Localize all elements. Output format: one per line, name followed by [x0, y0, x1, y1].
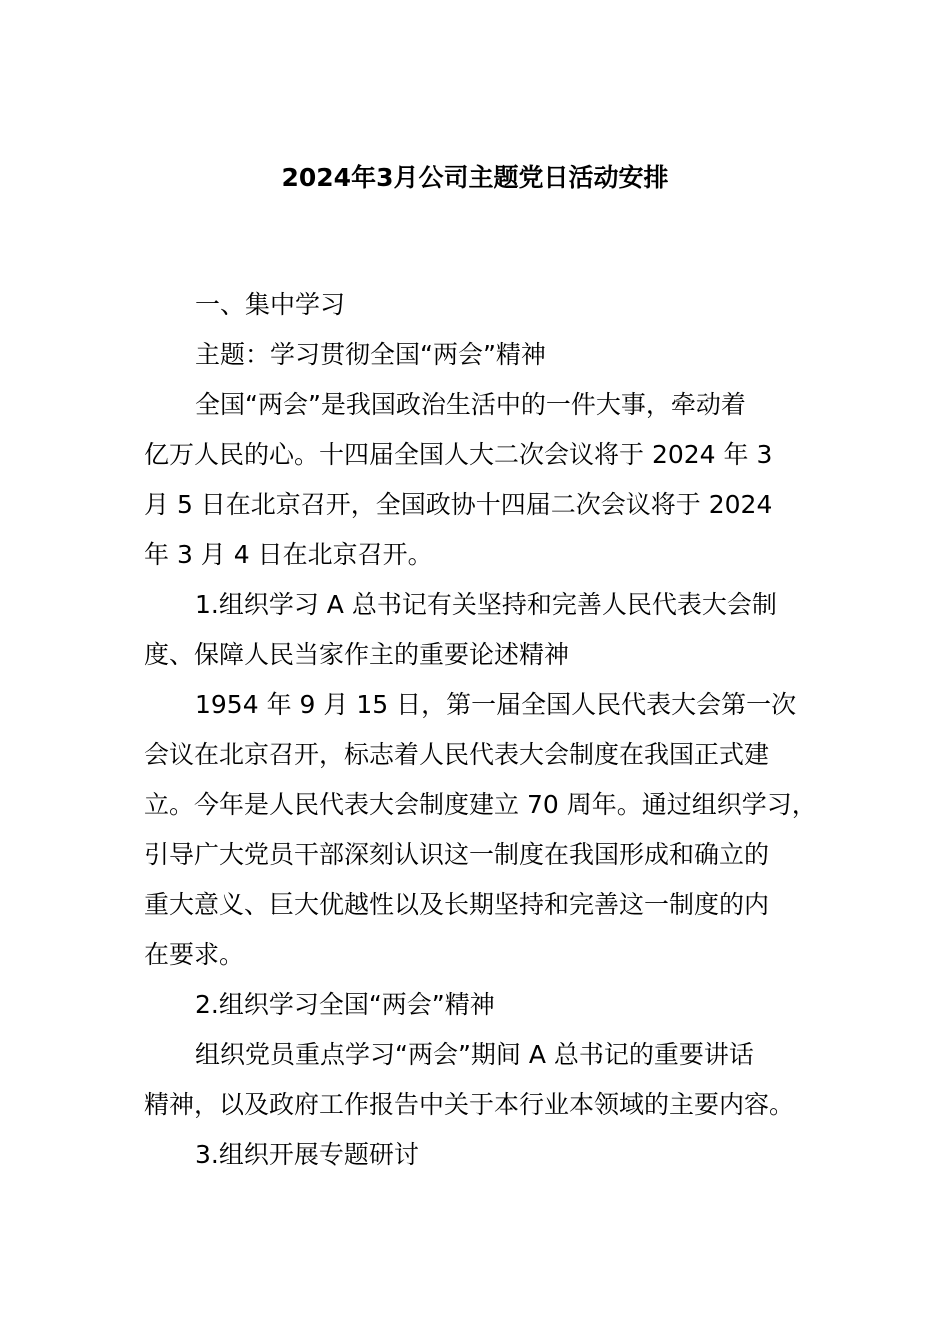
paragraph-line: 全国“两会”是我国政治生活中的一件大事，牵动着 — [195, 390, 746, 419]
document-title: 2024年3月公司主题党日活动安排 — [281, 163, 669, 192]
paragraph-line: 精神，以及政府工作报告中关于本行业本领域的主要内容。 — [144, 1090, 795, 1119]
paragraph-line: 1954 年 9 月 15 日，第一届全国人民代表大会第一次 — [195, 690, 797, 719]
paragraph-line: 在要求。 — [144, 940, 245, 969]
paragraph-line: 重大意义、巨大优越性以及长期坚持和完善这一制度的内 — [144, 890, 770, 919]
subsection-heading-continued: 度、保障人民当家作主的重要论述精神 — [144, 640, 570, 669]
paragraph-line: 组织党员重点学习“两会”期间 A 总书记的重要讲话 — [195, 1040, 754, 1069]
paragraph-line: 年 3 月 4 日在北京召开。 — [144, 540, 433, 569]
paragraph-line: 月 5 日在北京召开，全国政协十四届二次会议将于 2024 — [144, 490, 773, 519]
paragraph-line: 会议在北京召开，标志着人民代表大会制度在我国正式建 — [144, 740, 770, 769]
paragraph-line: 亿万人民的心。十四届全国人大二次会议将于 2024 年 3 — [144, 440, 773, 469]
subsection-heading: 2.组织学习全国“两会”精神 — [195, 990, 495, 1019]
theme-line: 主题：学习贯彻全国“两会”精神 — [195, 340, 546, 369]
subsection-heading: 3.组织开展专题研讨 — [195, 1140, 419, 1169]
document-body — [144, 280, 834, 1180]
paragraph-line: 立。今年是人民代表大会制度建立 70 周年。通过组织学习， — [144, 790, 817, 819]
section-heading: 一、集中学习 — [195, 290, 346, 319]
paragraph-line: 引导广大党员干部深刻认识这一制度在我国形成和确立的 — [144, 840, 770, 869]
subsection-heading: 1.组织学习 A 总书记有关坚持和完善人民代表大会制 — [195, 590, 777, 619]
